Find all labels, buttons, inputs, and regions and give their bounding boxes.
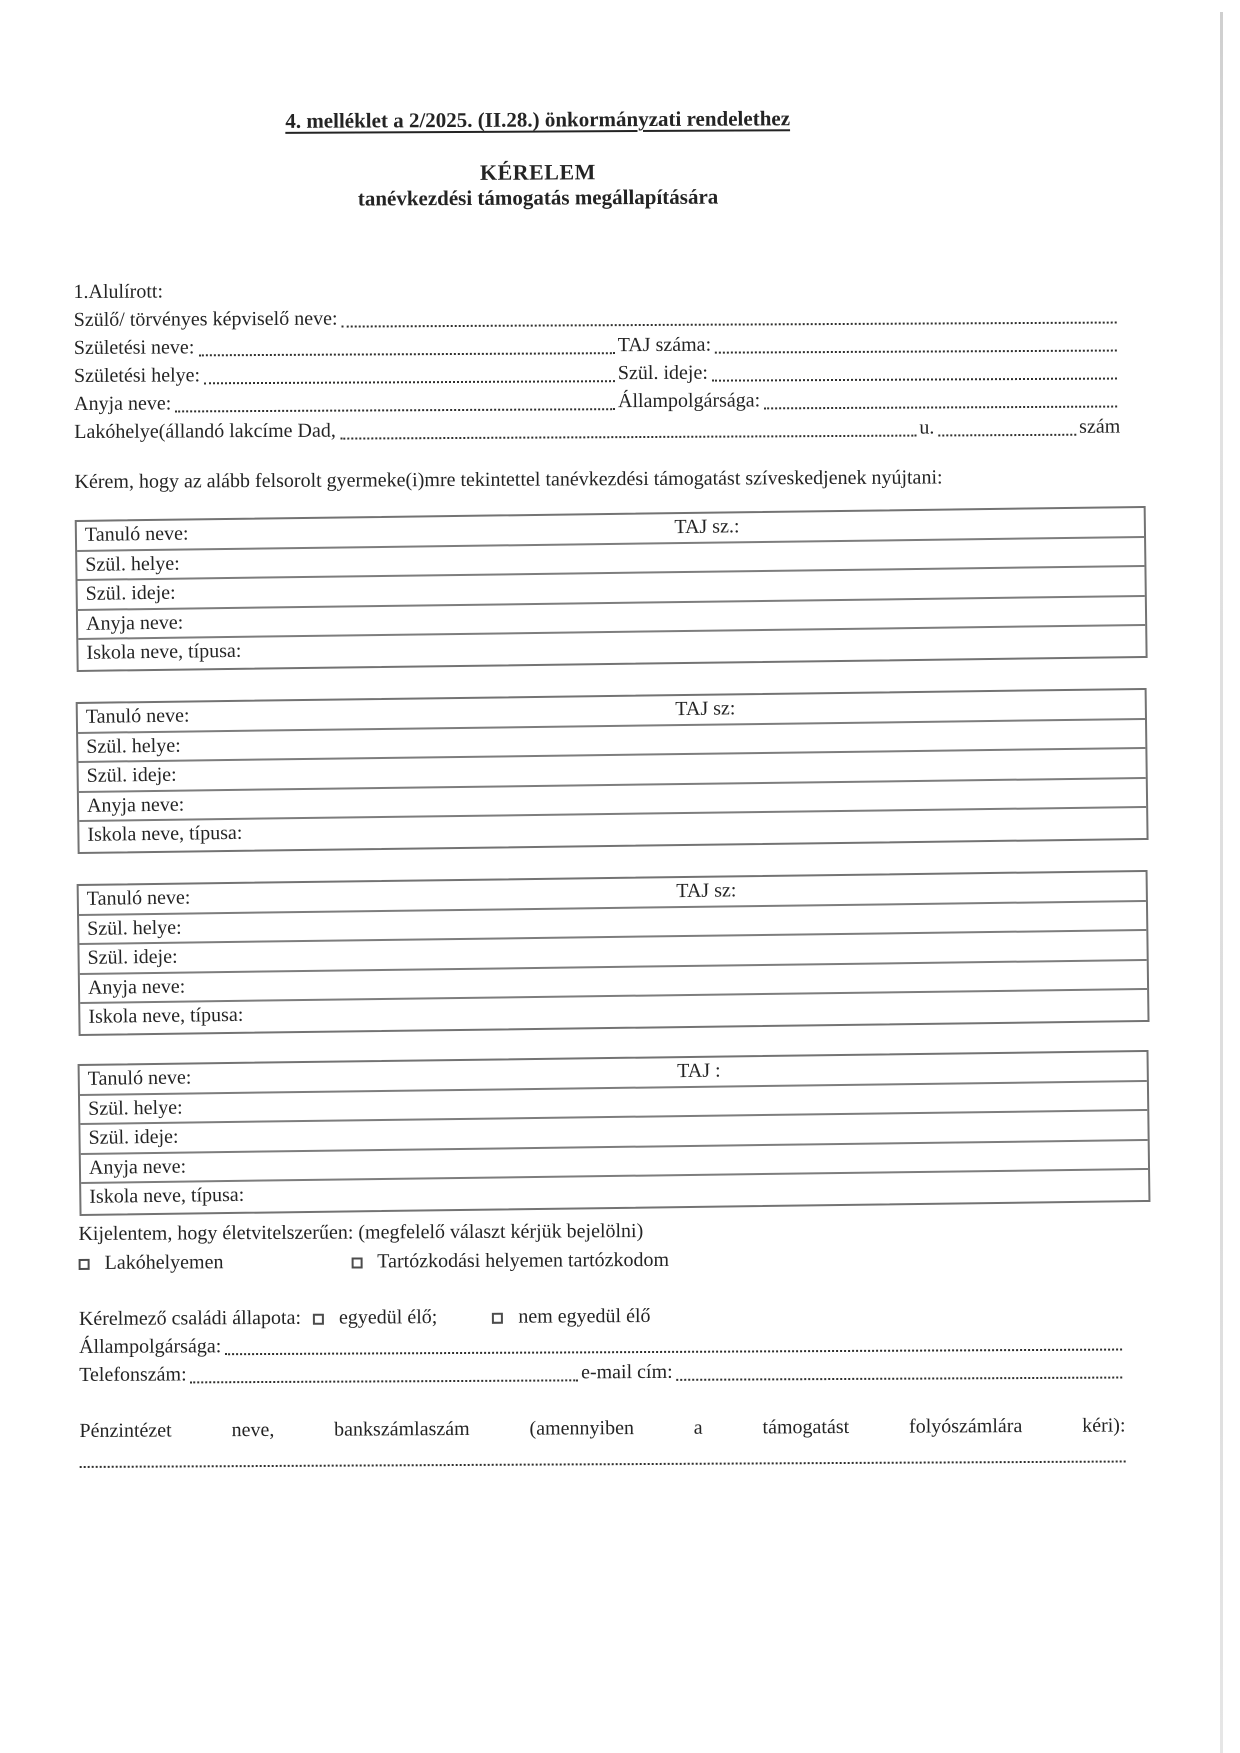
- mother-name-row-label: Anyja neve:: [88, 1155, 187, 1179]
- citizenship-label: Állampolgársága:: [617, 389, 761, 413]
- school-row-label: Iskola neve, típusa:: [89, 1183, 245, 1208]
- mother-name-row-label: Anyja neve:: [87, 975, 186, 999]
- form-subtitle: tanévkezdési támogatás megállapítására: [357, 184, 719, 211]
- address-fill: [340, 435, 916, 440]
- taj-label: TAJ sz:: [675, 697, 736, 721]
- family-status-option2-label: nem egyedül élő: [518, 1304, 651, 1328]
- birth-place-fill: [204, 380, 615, 384]
- form-content: [72, 0, 1152, 1700]
- taj-label: TAJ sz:: [676, 879, 737, 903]
- checkbox-residence-stay: [352, 1257, 363, 1268]
- birth-place-row-label: Szül. helye:: [88, 1096, 183, 1120]
- residence-option2-label: Tartózkodási helyemen tartózkodom: [377, 1248, 670, 1273]
- family-status-label: Kérelmező családi állapota:: [78, 1306, 302, 1330]
- child-table-3: [77, 870, 1150, 1036]
- birth-name-fill: [198, 352, 614, 356]
- family-status-option1-label: egyedül élő;: [338, 1306, 438, 1329]
- phone-fill: [191, 1379, 578, 1383]
- citizenship2-label: Állampolgársága:: [78, 1335, 222, 1358]
- school-row-label: Iskola neve, típusa:: [87, 821, 243, 846]
- request-line: Kérem, hogy az alább felsorolt gyermeke(i)mre tekintettel tanévkezdési támogatást szíveskedjenek nyújtani:: [74, 466, 943, 493]
- mother-name-label: Anyja neve:: [74, 392, 172, 415]
- citizenship2-fill: [225, 1349, 1122, 1356]
- birth-place-row-label: Szül. helye:: [85, 552, 180, 576]
- birth-date-label: Szül. ideje:: [617, 361, 708, 385]
- street-suffix-label: u.: [919, 416, 935, 439]
- birth-date-fill: [712, 378, 1117, 382]
- child-table-2: [76, 688, 1149, 854]
- taj-number-fill: [715, 350, 1117, 354]
- address-label: Lakóhelye(állandó lakcíme Dad,: [74, 419, 336, 443]
- address-line: [74, 412, 1145, 446]
- residence-declaration-line: Kijelentem, hogy életvitelszerűen: (megfelelő választ kérjük bejelölni): [78, 1220, 644, 1245]
- school-row-label: Iskola neve, típusa:: [88, 1003, 244, 1028]
- child-table-4: [78, 1050, 1151, 1216]
- birth-date-row-label: Szül. ideje:: [85, 581, 176, 605]
- scan-edge-artifact: [1220, 12, 1223, 1753]
- birth-date-row-label: Szül. ideje:: [88, 1125, 179, 1149]
- taj-number-label: TAJ száma:: [617, 333, 712, 357]
- mother-name-row-label: Anyja neve:: [85, 611, 184, 635]
- email-fill: [677, 1377, 1123, 1381]
- checkbox-single: [313, 1314, 324, 1325]
- residence-options: [79, 1243, 1150, 1277]
- phone-email-line: [79, 1355, 1150, 1389]
- birth-name-label: Születési neve:: [73, 336, 195, 359]
- child-table-1: [75, 506, 1148, 672]
- mother-name-row-label: Anyja neve:: [86, 793, 185, 817]
- bank-info-line: Pénzintézet neve, bankszámlaszám (amennyiben a támogatást folyószámlára kéri):: [79, 1414, 1126, 1442]
- taj-label: TAJ :: [677, 1059, 721, 1083]
- checkbox-residence-home: [79, 1259, 90, 1270]
- citizenship-fill: [764, 406, 1117, 410]
- street-fill: [938, 434, 1076, 437]
- birth-date-row-label: Szül. ideje:: [86, 763, 177, 787]
- bank-info-fill-line: [80, 1446, 1151, 1468]
- mother-name-fill: [175, 408, 615, 412]
- school-row-label: Iskola neve, típusa:: [86, 639, 242, 664]
- form-title: KÉRELEM: [479, 159, 596, 185]
- checkbox-not-single: [492, 1313, 503, 1324]
- parent-name-fill: [342, 322, 1117, 328]
- section1-heading: 1.Alulírott:: [73, 280, 164, 303]
- birth-place-label: Születési helye:: [73, 364, 201, 387]
- number-suffix-label: szám: [1079, 415, 1121, 438]
- phone-label: Telefonszám:: [79, 1363, 187, 1386]
- student-name-label: Tanuló neve:: [85, 704, 190, 728]
- email-label: e-mail cím:: [580, 1360, 673, 1384]
- birth-place-row-label: Szül. helye:: [86, 734, 181, 758]
- birth-date-row-label: Szül. ideje:: [87, 945, 178, 969]
- annex-title: 4. melléklet a 2/2025. (II.28.) önkormányzati rendelethez: [285, 106, 791, 133]
- taj-label: TAJ sz.:: [674, 515, 740, 539]
- parent-name-label: Szülő/ törvényes képviselő neve:: [73, 307, 338, 331]
- residence-option1-label: Lakóhelyemen: [104, 1251, 224, 1274]
- student-name-label: Tanuló neve:: [84, 522, 189, 546]
- birth-place-row-label: Szül. helye:: [87, 916, 182, 940]
- student-name-label: Tanuló neve:: [87, 1066, 192, 1090]
- bank-fill: [80, 1447, 1126, 1468]
- student-name-label: Tanuló neve:: [86, 886, 191, 910]
